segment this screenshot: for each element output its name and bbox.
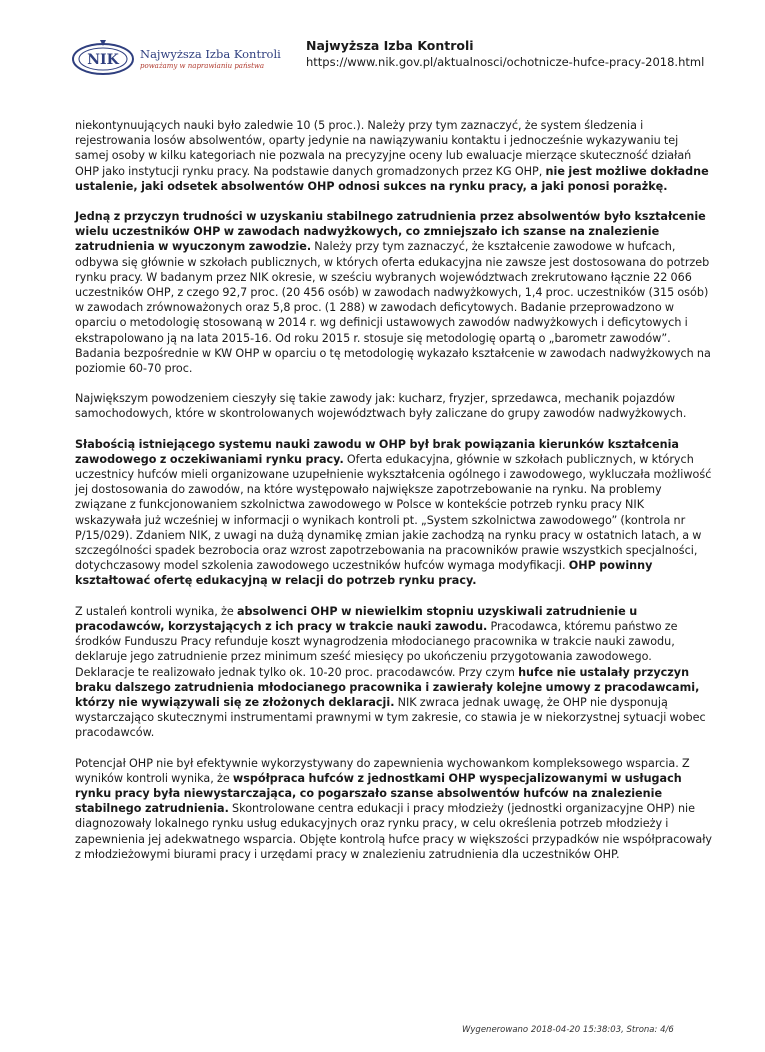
bold-text: OHP powinny kształtować ofertę edukacyjną w relacji do potrzeb rynku pracy. bbox=[75, 559, 653, 588]
bold-text: absolwenci OHP w niewielkim stopniu uzyskiwali zatrudnienie u pracodawców, korzystających z ich pracy w trakcie nauki zawodu. bbox=[75, 604, 638, 633]
generation-footer: Wygenerowano 2018-04-20 15:38:03, Strona: 4/6 bbox=[462, 1025, 674, 1035]
page-header bbox=[70, 38, 720, 90]
body-text: Potencjał OHP nie był efektywnie wykorzystywany do zapewnienia wychowankom kompleksowego wsparcia. Z wyników kontroli wynika, że bbox=[75, 756, 690, 785]
nik-emblem-icon bbox=[70, 38, 138, 78]
header-url[interactable]: https://www.nik.gov.pl/aktualnosci/ochotnicze-hufce-pracy-2018.html bbox=[306, 55, 705, 69]
bold-text: współpraca hufców z jednostkami OHP wyspecjalizowanymi w usługach rynku pracy była niewystarczająca, co pogarszało szanse absolwentów hufców na znalezienie stabilnego zatrudnienia. bbox=[75, 771, 682, 816]
body-text: Należy przy tym zaznaczyć, że kształcenie zawodowe w hufcach, odbywa się głównie w szkołach publicznych, w których oferta edukacyjna nie zawsze jest dostosowana do potrzeb rynku pracy. W badanym przez NIK okresie, w sześciu wybranych województwach zrekrutowano łącznie 22 066 uczestników OHP, z czego 92,7 proc. (20 456 osób) w zawodach nadwyżkowych, 1,4 proc. uczestników (315 osób) w zawodach zrównoważonych oraz 5,8 proc. (1 288) w zawodach deficytowych. Badanie przeprowadzono w oparciu o metodologię stosowaną w 2014 r. wg definicji ustawowych zawodów nadwyżkowych i deficytowych i ekstrapolowano ją na lata 2015-16. Od roku 2015 r. stosuje się metodologię opartą o „barometr zawodów”. Badania bezpośrednie w KW OHP w oparciu o tę metodologię wykazało kształcenie w zawodach nadwyżkowych na poziomie 60-70 proc. bbox=[75, 240, 711, 376]
paragraph bbox=[75, 391, 713, 421]
body-text: Z ustaleń kontroli wynika, że bbox=[75, 604, 237, 618]
paragraph bbox=[75, 209, 713, 376]
body-text: Pracodawca, któremu państwo ze środków Funduszu Pracy refunduje koszt wynagrodzenia młodocianego pracownika w trakcie nauki zawodu, deklaruje jego zatrudnienie przez minimum sześć miesięcy po ukończeniu przygotowania zawodowego. Deklaracje te realizowało jednak tylko ok. 10-20 proc. pracodawców. Przy czym bbox=[75, 619, 678, 679]
nik-logo bbox=[70, 38, 310, 82]
paragraph bbox=[75, 604, 713, 741]
header-title: Najwyższa Izba Kontroli bbox=[306, 38, 474, 53]
logo-name: Najwyższa Izba Kontroli bbox=[140, 47, 281, 61]
nik-mark: NIK bbox=[87, 52, 119, 68]
logo-motto: poważamy w naprawianiu państwa bbox=[140, 62, 265, 70]
article-body bbox=[75, 118, 713, 877]
body-text: niekontynuujących nauki było zaledwie 10 (5 proc.). Należy przy tym zaznaczyć, że system śledzenia i rejestrowania losów absolwentów, oparty jedynie na nawiązywaniu kontaktu i jednocześnie wykazywaniu tej samej osoby w kilku kategoriach nie pozwala na precyzyjne oceny lub ewaluacje mierzące skuteczność działań OHP jako instytucji rynku pracy. Na podstawie danych gromadzonych przez KG OHP, bbox=[75, 119, 692, 178]
paragraph bbox=[75, 756, 713, 862]
bold-text: Słabością istniejącego systemu nauki zawodu w OHP był brak powiązania kierunków kształcenia zawodowego z oczekiwaniami rynku pracy. bbox=[75, 437, 679, 466]
paragraph bbox=[75, 437, 713, 589]
bold-text: hufce nie ustalały przyczyn braku dalszego zatrudnienia młodocianego pracownika i zawierały kolejne umowy z pracodawcami, którzy nie wywiązywali się ze złożonych deklaracji. bbox=[75, 665, 700, 709]
body-text: Oferta edukacyjna, głównie w szkołach publicznych, w których uczestnicy hufców mieli organizowane uzupełnienie wykształcenia ogólnego i zawodowego, wykluczała możliwość jej dostosowania do zawodów, na które występowało największe zapotrzebowanie na rynku. Na problemy związane z funkcjonowaniem szkolnictwa zawodowego w Polsce w kontekście potrzeb rynku pracy NIK wskazywała już wcześniej w informacji o wynikach kontroli pt. „System szkolnictwa zawodowego” (kontrola nr P/15/029). Zdaniem NIK, z uwagi na dużą dynamikę zmian jakie zachodzą na rynku pracy w ostatnich latach, a w szczególności spadek bezrobocia oraz wzrost zapotrzebowania na pracowników prawie wszystkich specjalności, dotychczasowy model szkolenia zawodowego uczestników hufców wymaga modyfikacji. bbox=[75, 452, 712, 573]
body-text: Skontrolowane centra edukacji i pracy młodzieży (jednostki organizacyjne OHP) nie diagnozowały lokalnego rynku usług edukacyjnych oraz rynku pracy, w celu określenia potrzeb młodzieży i zapewnienia jej adekwatnego wsparcia. Objęte kontrolą hufce pracy w większości przypadków nie współpracowały z młodzieżowymi biurami pracy i urzędami pracy w znalezieniu zatrudnienia dla uczestników OHP. bbox=[75, 802, 713, 861]
bold-text: Jedną z przyczyn trudności w uzyskaniu stabilnego zatrudnienia przez absolwentów było kształcenie wielu uczestników OHP w zawodach nadwyżkowych, co zmniejszało ich szanse na znalezienie zatrudnienia w wyuczonym zawodzie. bbox=[75, 210, 706, 254]
paragraph bbox=[75, 118, 713, 194]
body-text: NIK zwraca jednak uwagę, że OHP nie dysponują wystarczająco skutecznymi instrumentami prawnymi w tym zakresie, co stawia je w niekorzystnej sytuacji wobec pracodawców. bbox=[75, 695, 706, 740]
body-text: Największym powodzeniem cieszyły się takie zawody jak: kucharz, fryzjer, sprzedawca, mechanik pojazdów samochodowych, które w skontrolowanych województwach były zaliczane do grupy zawodów nadwyżkowych. bbox=[75, 392, 687, 421]
bold-text: nie jest możliwe dokładne ustalenie, jaki odsetek absolwentów OHP odnosi sukces na rynku pracy, a jaki ponosi porażkę. bbox=[75, 164, 709, 193]
